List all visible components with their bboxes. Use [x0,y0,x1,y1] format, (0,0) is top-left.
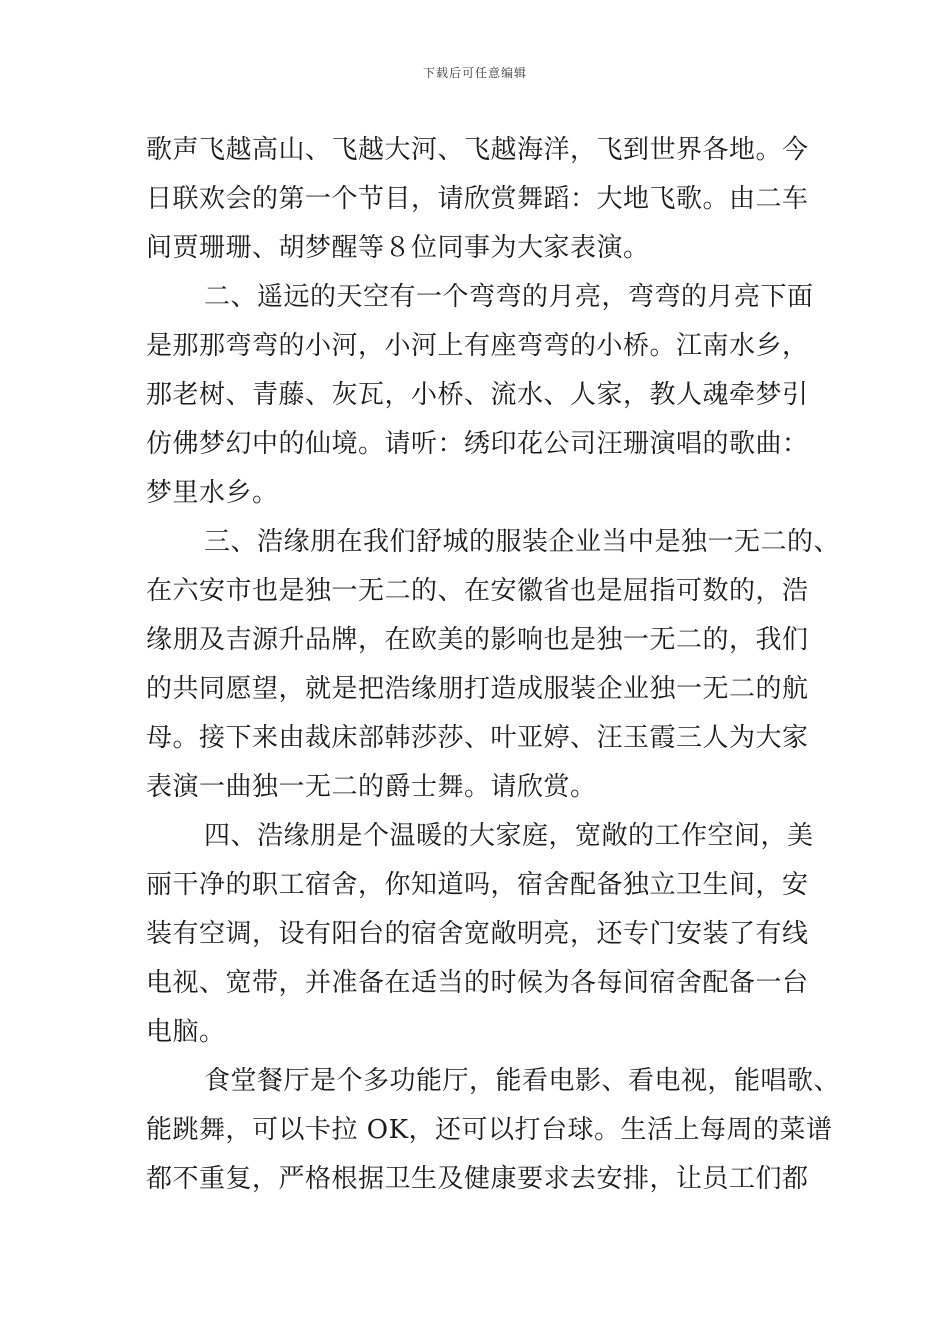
paragraph-4-line-2: 丽干净的职工宿舍，你知道吗，宿舍配备独立卫生间，安 [146,870,809,900]
paragraph-5-line-3: 都不重复，严格根据卫生及健康要求去安排，让员工们都 [146,1164,809,1194]
paragraph-2-line-1: 二、遥远的天空有一个弯弯的月亮，弯弯的月亮下面 [204,282,814,312]
page-header: 下载后可任意编辑 [422,66,527,80]
paragraph-2-line-3: 那老树、青藤、灰瓦，小桥、流水、人家，教人魂牵梦引 [146,380,809,410]
paragraph-3-line-1: 三、浩缘朋在我们舒城的服装企业当中是独一无二的、 [204,527,841,557]
paragraph-4-line-5: 电脑。 [146,1017,226,1047]
paragraph-4-line-3: 装有空调，设有阳台的宿舍宽敞明亮，还专门安装了有线 [146,919,809,949]
paragraph-2-line-5: 梦里水乡。 [146,478,279,508]
paragraph-2-line-2: 是那那弯弯的小河，小河上有座弯弯的小桥。江南水乡， [146,331,809,361]
paragraph-3-line-3: 缘朋及吉源升品牌，在欧美的影响也是独一无二的，我们 [146,625,809,655]
paragraph-3-line-2: 在六安市也是独一无二的、在安徽省也是屈指可数的，浩 [146,576,809,606]
paragraph-3-line-5: 母。接下来由裁床部韩莎莎、叶亚婷、汪玉霞三人为大家 [146,723,809,753]
paragraph-1-line-2: 日联欢会的第一个节目，请欣赏舞蹈：大地飞歌。由二车 [146,184,809,214]
paragraph-1-line-1: 歌声飞越高山、飞越大河、飞越海洋，飞到世界各地。今 [146,135,809,165]
paragraph-3-line-6: 表演一曲独一无二的爵士舞。请欣赏。 [146,772,597,802]
paragraph-5-line-1: 食堂餐厅是个多功能厅，能看电影、看电视，能唱歌、 [204,1066,841,1096]
paragraph-2-line-4: 仿佛梦幻中的仙境。请听：绣印花公司汪珊演唱的歌曲： [146,429,809,459]
paragraph-1-line-3: 间贾珊珊、胡梦醒等８位同事为大家表演。 [146,233,650,263]
document-body [146,126,841,1204]
paragraph-4-line-1: 四、浩缘朋是个温暖的大家庭，宽敞的工作空间，美 [204,821,814,851]
paragraph-4-line-4: 电视、宽带，并准备在适当的时候为各每间宿舍配备一台 [146,968,809,998]
paragraph-5-line-2: 能跳舞，可以卡拉 OK，还可以打台球。生活上每周的菜谱 [146,1115,833,1145]
paragraph-3-line-4: 的共同愿望，就是把浩缘朋打造成服装企业独一无二的航 [146,674,809,704]
